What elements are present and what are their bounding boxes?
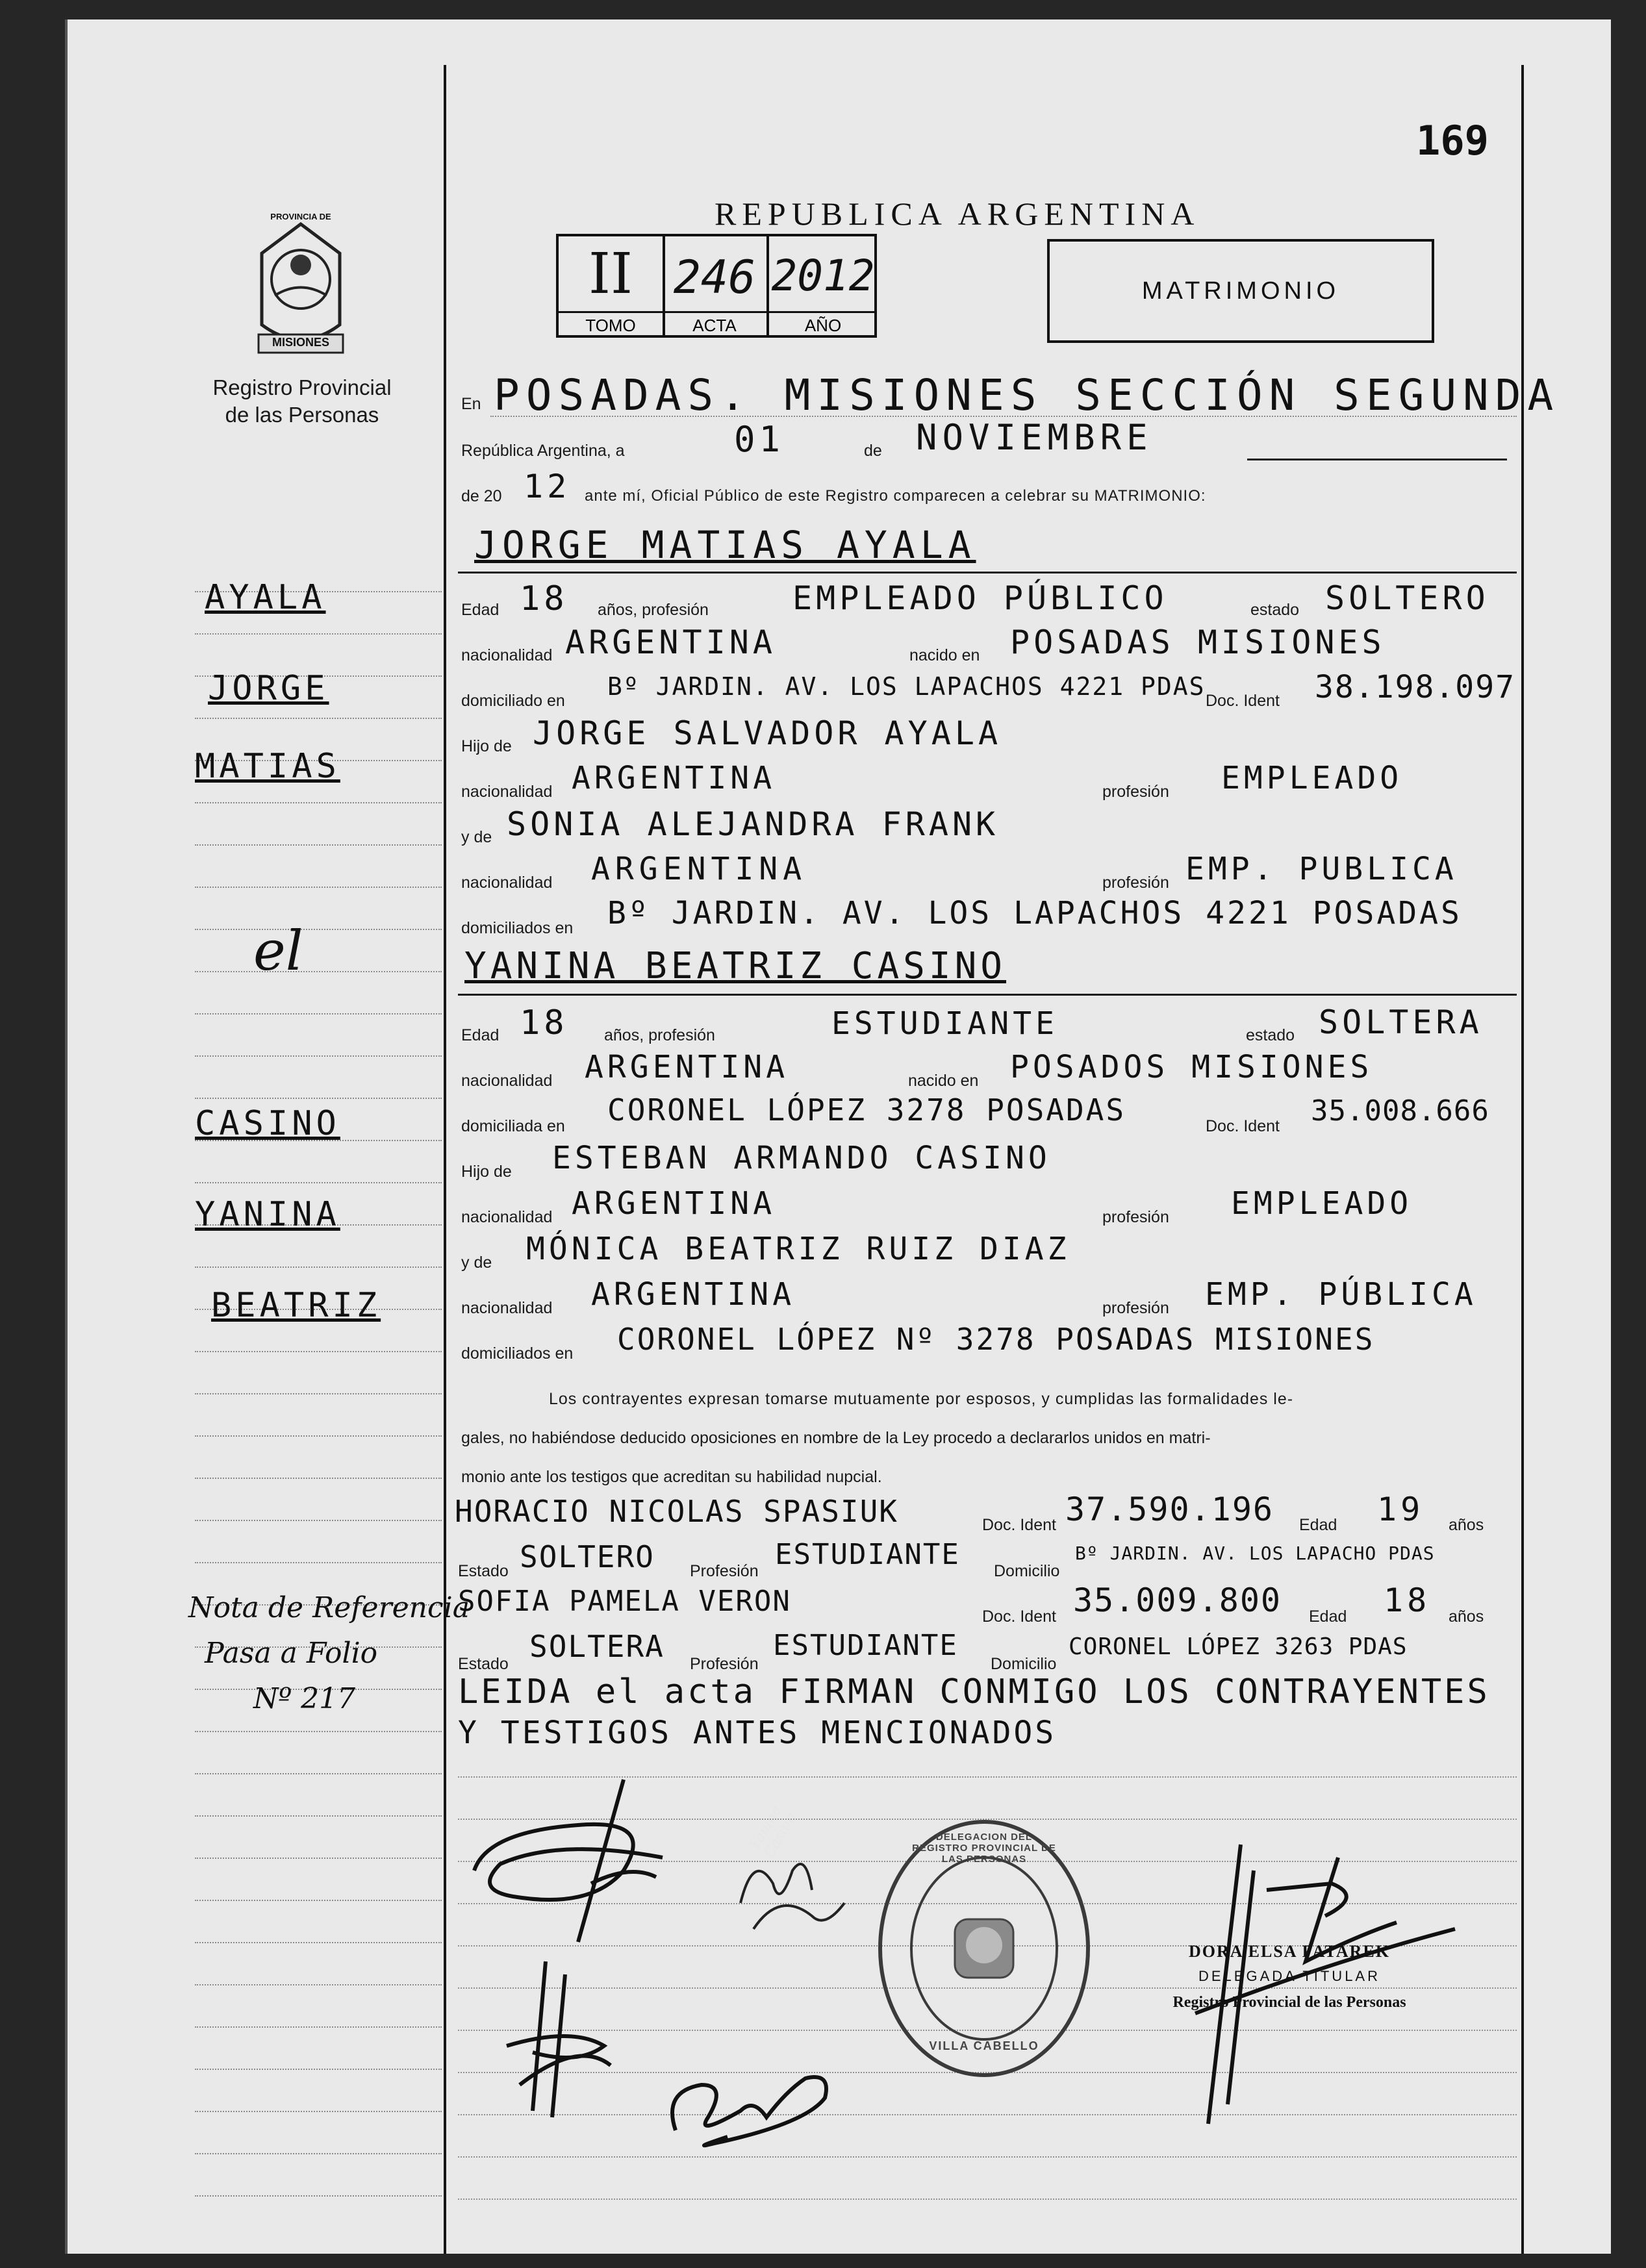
record-number-box — [556, 234, 877, 338]
bride-anios-label: años, profesión — [604, 1026, 715, 1044]
witness1-address: Bº JARDIN. AV. LOS LAPACHO PDAS — [1075, 1543, 1435, 1564]
witness2-signature — [637, 2033, 870, 2163]
witness2-edad-label: Edad — [1309, 1607, 1347, 1626]
margin-rule — [195, 2069, 442, 2070]
bride-nationality: ARGENTINA — [585, 1049, 789, 1085]
day-de-label: de — [864, 442, 882, 460]
acta-value: 246 — [673, 251, 756, 304]
groom-estado-label: estado — [1250, 601, 1300, 619]
bride-estado-label: estado — [1246, 1026, 1295, 1044]
margin-rule — [195, 1984, 442, 1985]
groom-status: SOLTERO — [1325, 579, 1489, 617]
witness1-age: 19 — [1377, 1491, 1424, 1528]
en-label: En — [461, 395, 481, 413]
bride-mother-profession: EMP. PÚBLICA — [1205, 1276, 1477, 1313]
groom-yde-label: y de — [461, 828, 492, 846]
official-name: DORA ELSA FATAREK — [1189, 1942, 1390, 1961]
witness2-status: SOLTERA — [529, 1629, 665, 1664]
witness2-doc: 35.009.800 — [1073, 1581, 1282, 1619]
act-type-label: MATRIMONIO — [1141, 277, 1340, 305]
groom-domiciliados-label: domiciliados en — [461, 919, 574, 937]
groom-birthplace: POSADAS MISIONES — [1010, 624, 1386, 661]
registry-name-line2: de las Personas — [225, 403, 379, 427]
margin-rule — [195, 1815, 442, 1817]
bride-mother-nationality: ARGENTINA — [591, 1276, 796, 1313]
officer-text: ante mí, Oficial Público de este Registro comparecen a celebrar su MATRIMONIO: — [585, 487, 1206, 505]
act-type-box — [1047, 239, 1434, 343]
bride-edad-label: Edad — [461, 1026, 500, 1044]
margin-bride-surname: CASINO — [195, 1104, 340, 1143]
witness2-age: 18 — [1384, 1581, 1431, 1619]
groom-father: JORGE SALVADOR AYALA — [533, 714, 1002, 752]
register-page — [65, 19, 1611, 2254]
margin-groom-first: JORGE — [208, 669, 329, 708]
margin-groom-surname: AYALA — [205, 578, 326, 617]
witness1-status: SOLTERO — [520, 1539, 655, 1574]
bride-domiciliados-label: domiciliados en — [461, 1344, 574, 1363]
bride-mother-prof-label: profesión — [1102, 1299, 1169, 1317]
witness2-estado-label: Estado — [458, 1655, 509, 1673]
bride-father-prof-label: profesión — [1102, 1208, 1169, 1226]
bride-yde-label: y de — [461, 1254, 492, 1272]
margin-rule — [195, 633, 442, 635]
day-value: 01 — [734, 419, 785, 460]
stamp-legend: DELEGACION DEL REGISTRO PROVINCIAL DE LAS PERSONAS — [912, 1832, 1056, 1865]
declaration-line3: monio ante los testigos que acreditan su habilidad nupcial. — [461, 1468, 882, 1486]
tomo-label: TOMO — [559, 311, 663, 336]
groom-mother-nationality: ARGENTINA — [591, 851, 807, 887]
bride-nacido-label: nacido en — [908, 1072, 979, 1090]
margin-rule — [195, 1266, 442, 1268]
stamp-city: VILLA CABELLO — [929, 2039, 1039, 2052]
witness1-profession: ESTUDIANTE — [775, 1538, 960, 1571]
margin-divider — [444, 65, 446, 2254]
margin-rule — [195, 1098, 442, 1099]
bride-father: ESTEBAN ARMANDO CASINO — [552, 1140, 1051, 1176]
signature-rule — [458, 2156, 1517, 2158]
bride-name: YANINA BEATRIZ CASINO — [464, 945, 1007, 987]
margin-rule — [195, 844, 442, 846]
margin-rule — [195, 1773, 442, 1774]
groom-address: Bº JARDIN. AV. LOS LAPACHOS 4221 PDAS — [607, 672, 1206, 701]
year-label: de 20 — [461, 487, 502, 505]
groom-father-prof-label: profesión — [1102, 783, 1169, 801]
bride-birthplace: POSADOS MISIONES — [1010, 1049, 1373, 1085]
groom-name-rule — [458, 572, 1517, 573]
witness2-profesion-label: Profesión — [690, 1655, 759, 1673]
margin-and-mark: el — [253, 919, 303, 983]
witness1-profesion-label: Profesión — [690, 1562, 759, 1580]
margin-rule — [195, 2026, 442, 2028]
closing-line1: LEIDA el acta FIRMAN CONMIGO LOS CONTRAYENTES — [458, 1672, 1490, 1711]
margin-bride-first: YANINA — [195, 1195, 340, 1234]
groom-nacido-label: nacido en — [909, 646, 980, 664]
margin-rule — [195, 718, 442, 719]
anio-label: AÑO — [769, 311, 877, 336]
witness1-anios-label: años — [1449, 1516, 1484, 1534]
groom-anios-label: años, profesión — [598, 601, 709, 619]
anio-cell — [769, 236, 877, 335]
bride-name-rule — [458, 994, 1517, 996]
groom-age: 18 — [520, 579, 568, 618]
bride-doc-label: Doc. Ident — [1206, 1117, 1280, 1135]
seal-top-text: PROVINCIA DE — [270, 212, 331, 221]
registry-name-line1: Registro Provincial — [212, 375, 392, 399]
groom-name: JORGE MATIAS AYALA — [474, 523, 976, 567]
groom-mother-profession: EMP. PUBLICA — [1185, 851, 1458, 887]
groom-mother-nac-label: nacionalidad — [461, 874, 553, 892]
bride-age: 18 — [520, 1003, 568, 1042]
witness1-edad-label: Edad — [1299, 1516, 1337, 1534]
witness1-estado-label: Estado — [458, 1562, 509, 1580]
margin-note-line3: Nº 217 — [253, 1682, 356, 1715]
margin-rule — [195, 2111, 442, 2112]
closing-line2: Y TESTIGOS ANTES MENCIONADOS — [458, 1715, 1057, 1751]
acta-cell — [663, 236, 769, 335]
margin-rule — [195, 802, 442, 803]
bride-mother-nac-label: nacionalidad — [461, 1299, 553, 1317]
tomo-cell — [559, 236, 665, 335]
margin-rule — [195, 1731, 442, 1732]
witness1-domicilio-label: Domicilio — [994, 1562, 1060, 1580]
witness1-doc-label: Doc. Ident — [982, 1516, 1056, 1534]
declaration-line2: gales, no habiéndose deducido oposiciones en nombre de la Ley procedo a declararlos unidos en matri- — [461, 1429, 1211, 1447]
bride-domiciliada-label: domiciliada en — [461, 1117, 565, 1135]
groom-doc: 38.198.097 — [1315, 669, 1515, 705]
groom-doc-label: Doc. Ident — [1206, 692, 1280, 710]
bride-father-nationality: ARGENTINA — [572, 1185, 776, 1222]
bride-signature — [715, 1825, 870, 1948]
margin-rule — [195, 1478, 442, 1479]
groom-father-nationality: ARGENTINA — [572, 760, 776, 796]
country-title: REPUBLICA ARGENTINA — [715, 195, 1200, 232]
bride-status: SOLTERA — [1319, 1003, 1483, 1041]
bride-address: CORONEL LÓPEZ 3278 POSADAS — [607, 1092, 1126, 1128]
groom-mother: SONIA ALEJANDRA FRANK — [507, 805, 1000, 843]
margin-rule — [195, 2195, 442, 2197]
margin-rule — [195, 1900, 442, 1901]
witness2-anios-label: años — [1449, 1607, 1484, 1626]
bride-doc: 35.008.666 — [1311, 1094, 1489, 1128]
republica-label: República Argentina, a — [461, 442, 625, 460]
groom-father-profession: EMPLEADO — [1221, 760, 1403, 796]
official-registry: Registro Provincial de las Personas — [1172, 1994, 1406, 2011]
margin-rule — [195, 887, 442, 888]
margin-note-line2: Pasa a Folio — [205, 1637, 378, 1670]
groom-nacionalidad-label: nacionalidad — [461, 646, 553, 664]
acta-label: ACTA — [663, 311, 766, 336]
margin-rule — [195, 1942, 442, 1943]
margin-rule — [195, 1182, 442, 1183]
margin-bride-middle: BEATRIZ — [211, 1286, 381, 1325]
official-title: DELEGADA TITULAR — [1198, 1968, 1380, 1984]
tomo-value: II — [589, 242, 633, 307]
witness2-domicilio-label: Domicilio — [991, 1655, 1057, 1673]
margin-rule — [195, 1055, 442, 1057]
left-page-edge — [65, 19, 68, 2254]
bride-father-nac-label: nacionalidad — [461, 1208, 553, 1226]
groom-domiciliado-label: domiciliado en — [461, 692, 565, 710]
month-rule — [1247, 459, 1507, 460]
groom-edad-label: Edad — [461, 601, 500, 619]
seal-banner-text: MISIONES — [272, 336, 329, 349]
bride-profession: ESTUDIANTE — [831, 1005, 1058, 1042]
witness2-address: CORONEL LÓPEZ 3263 PDAS — [1069, 1633, 1408, 1660]
year-suffix: 12 — [524, 468, 571, 505]
anio-value: 2012 — [771, 251, 875, 301]
margin-rule — [195, 1858, 442, 1859]
witness2-doc-label: Doc. Ident — [982, 1607, 1056, 1626]
groom-mother-prof-label: profesión — [1102, 874, 1169, 892]
margin-note-line1: Nota de Referencia — [188, 1591, 470, 1624]
bride-hijo-label: Hijo de — [461, 1163, 512, 1181]
groom-profession: EMPLEADO PÚBLICO — [792, 579, 1168, 617]
bride-nacionalidad-label: nacionalidad — [461, 1072, 553, 1090]
witness2-profession: ESTUDIANTE — [773, 1629, 958, 1662]
margin-rule — [195, 1013, 442, 1014]
margin-rule — [195, 1435, 442, 1437]
margin-rule — [195, 1520, 442, 1521]
witness1-doc: 37.590.196 — [1065, 1491, 1274, 1528]
bride-parents-address: CORONEL LÓPEZ Nº 3278 POSADAS MISIONES — [617, 1322, 1375, 1357]
margin-rule — [195, 971, 442, 972]
margin-rule — [195, 1351, 442, 1352]
groom-hijo-label: Hijo de — [461, 737, 512, 755]
page-number: 169 — [1416, 117, 1489, 164]
month-value: NOVIEMBRE — [916, 417, 1153, 458]
groom-father-nac-label: nacionalidad — [461, 783, 553, 801]
bride-mother: MÓNICA BEATRIZ RUIZ DIAZ — [526, 1231, 1070, 1267]
margin-rule — [195, 2153, 442, 2154]
margin-rule — [195, 1393, 442, 1394]
margin-groom-middle: MATIAS — [195, 747, 340, 786]
margin-rule — [195, 929, 442, 930]
witness2-name: SOFIA PAMELA VERON — [458, 1585, 791, 1618]
declaration-line1: Los contrayentes expresan tomarse mutuamente por esposos, y cumplidas las formalidades le- — [549, 1390, 1294, 1408]
groom-nationality: ARGENTINA — [565, 624, 776, 661]
signature-rule — [458, 2199, 1517, 2200]
place-value: POSADAS. MISIONES SECCIÓN SEGUNDA — [494, 370, 1560, 420]
witness1-name: HORACIO NICOLAS SPASIUK — [455, 1494, 898, 1529]
margin-rule — [195, 1562, 442, 1563]
bride-father-profession: EMPLEADO — [1231, 1185, 1413, 1222]
groom-parents-address: Bº JARDIN. AV. LOS LAPACHOS 4221 POSADAS — [607, 895, 1462, 931]
